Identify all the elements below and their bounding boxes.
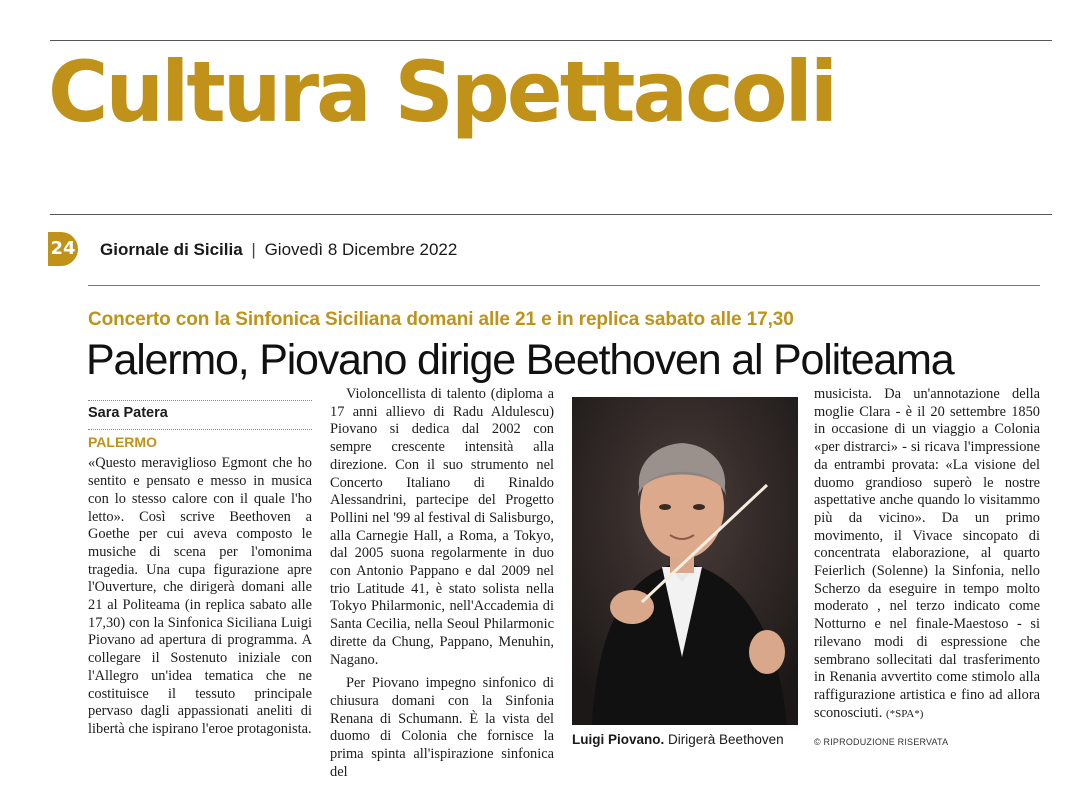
section-rule xyxy=(50,214,1052,215)
masthead xyxy=(100,240,457,260)
newspaper-name: Giornale di Sicilia xyxy=(100,240,243,259)
paragraph-text: musicista. Da un'annotazione della moglie Clara - è il 20 settembre 1850 in occasione di un viaggio a Colonia «per distrarci» - si ricava l'impressione da entrambi provata: «La visione del duomo grandioso superò le nostre aspettative anche quando lo visitammo più da vicino». Da un primo movimento, il Vivace sincopato di concentrata elaborazione, al quarto Feierlich (Solenne) la Sinfonia, nello Scherzo da eseguire in tempo molto moderato , nel terzo indicato come Notturno e nel finale-Maestoso - si rilevano modi di espressione che sembrano sollecitati dal trasferimento in Renania avvertito come stimolo alla raffigurazione artistica e fino ad allora sconosciuti. xyxy=(814,386,1040,721)
top-rule xyxy=(50,40,1052,41)
article-column-1 xyxy=(88,400,312,739)
paragraph xyxy=(814,386,1040,723)
copyright-notice: © RIPRODUZIONE RISERVATA xyxy=(814,737,949,747)
caption-text: Dirigerà Beethoven xyxy=(668,732,784,747)
masthead-rule xyxy=(88,285,1040,286)
dateline: PALERMO xyxy=(88,429,312,452)
conductor-photo xyxy=(572,397,798,725)
paragraph: Per Piovano impegno sinfonico di chiusura domani con la Sinfonia Renana di Schumann. È la vista del duomo di Colonia che fornisce la prima spinta all'ispirazione sinfonica del xyxy=(330,675,554,780)
section-title: Cultura Spettacoli xyxy=(48,43,836,141)
article-column-4 xyxy=(814,386,1040,723)
article-column-2 xyxy=(330,386,554,781)
issue-date: Giovedì 8 Dicembre 2022 xyxy=(264,240,458,259)
paragraph: «Questo meraviglioso Egmont che ho sentito e pensato e messo in musica con lo stesso calore con il quale l'ho letto». Così scrive Beethoven a Goethe per cui aveva composto le musiche di scena per l'omonima tragedia. Una cupa figurazione apre l'Ouverture, che dirigerà domani alle 21 al Politeama (in replica sabato alle 17,30) con la Sinfonica Siciliana Luigi Piovano ad apertura di programma. A collegare il Sostenuto iniziale con l'Allegro un'idea tematica che ne costituisce il tessuto principale pervaso dagli appassionati aneliti di libertà che ispirano l'eroe protagonista. xyxy=(88,455,312,737)
byline: Sara Patera xyxy=(88,400,312,423)
page-number: 24 xyxy=(48,232,78,266)
masthead-separator: | xyxy=(251,240,256,259)
photo-caption xyxy=(572,732,784,747)
conductor-photo-illustration xyxy=(572,397,798,725)
article-headline: Palermo, Piovano dirige Beethoven al Politeama xyxy=(86,336,954,384)
article-kicker: Concerto con la Sinfonica Siciliana domani alle 21 e in replica sabato alle 17,30 xyxy=(88,309,794,330)
paragraph: Violoncellista di talento (diploma a 17 anni allievo di Radu Aldulescu) Piovano si dedica dal 2002 con sempre crescente intensità alla direzione. Con il suo strumento nel Concerto Italiano di Rinaldo Alessandrini, partecipe del Progetto Pollini nel '99 al festival di Salisburgo, alla Carnegie Hall, a Roma, a Tokyo, dal 2005 suona regolarmente in duo con Antonio Pappano e dal 2009 nel trio Latitude 41, è stato solista nella Tokyo Philarmonic, nell'Accademia di Santa Cecilia, nella Seoul Philarmonic dirette da Chung, Pappano, Menuhin, Nagano. xyxy=(330,386,554,668)
author-signature: (*SPA*) xyxy=(885,707,924,720)
caption-name: Luigi Piovano. xyxy=(572,732,665,747)
